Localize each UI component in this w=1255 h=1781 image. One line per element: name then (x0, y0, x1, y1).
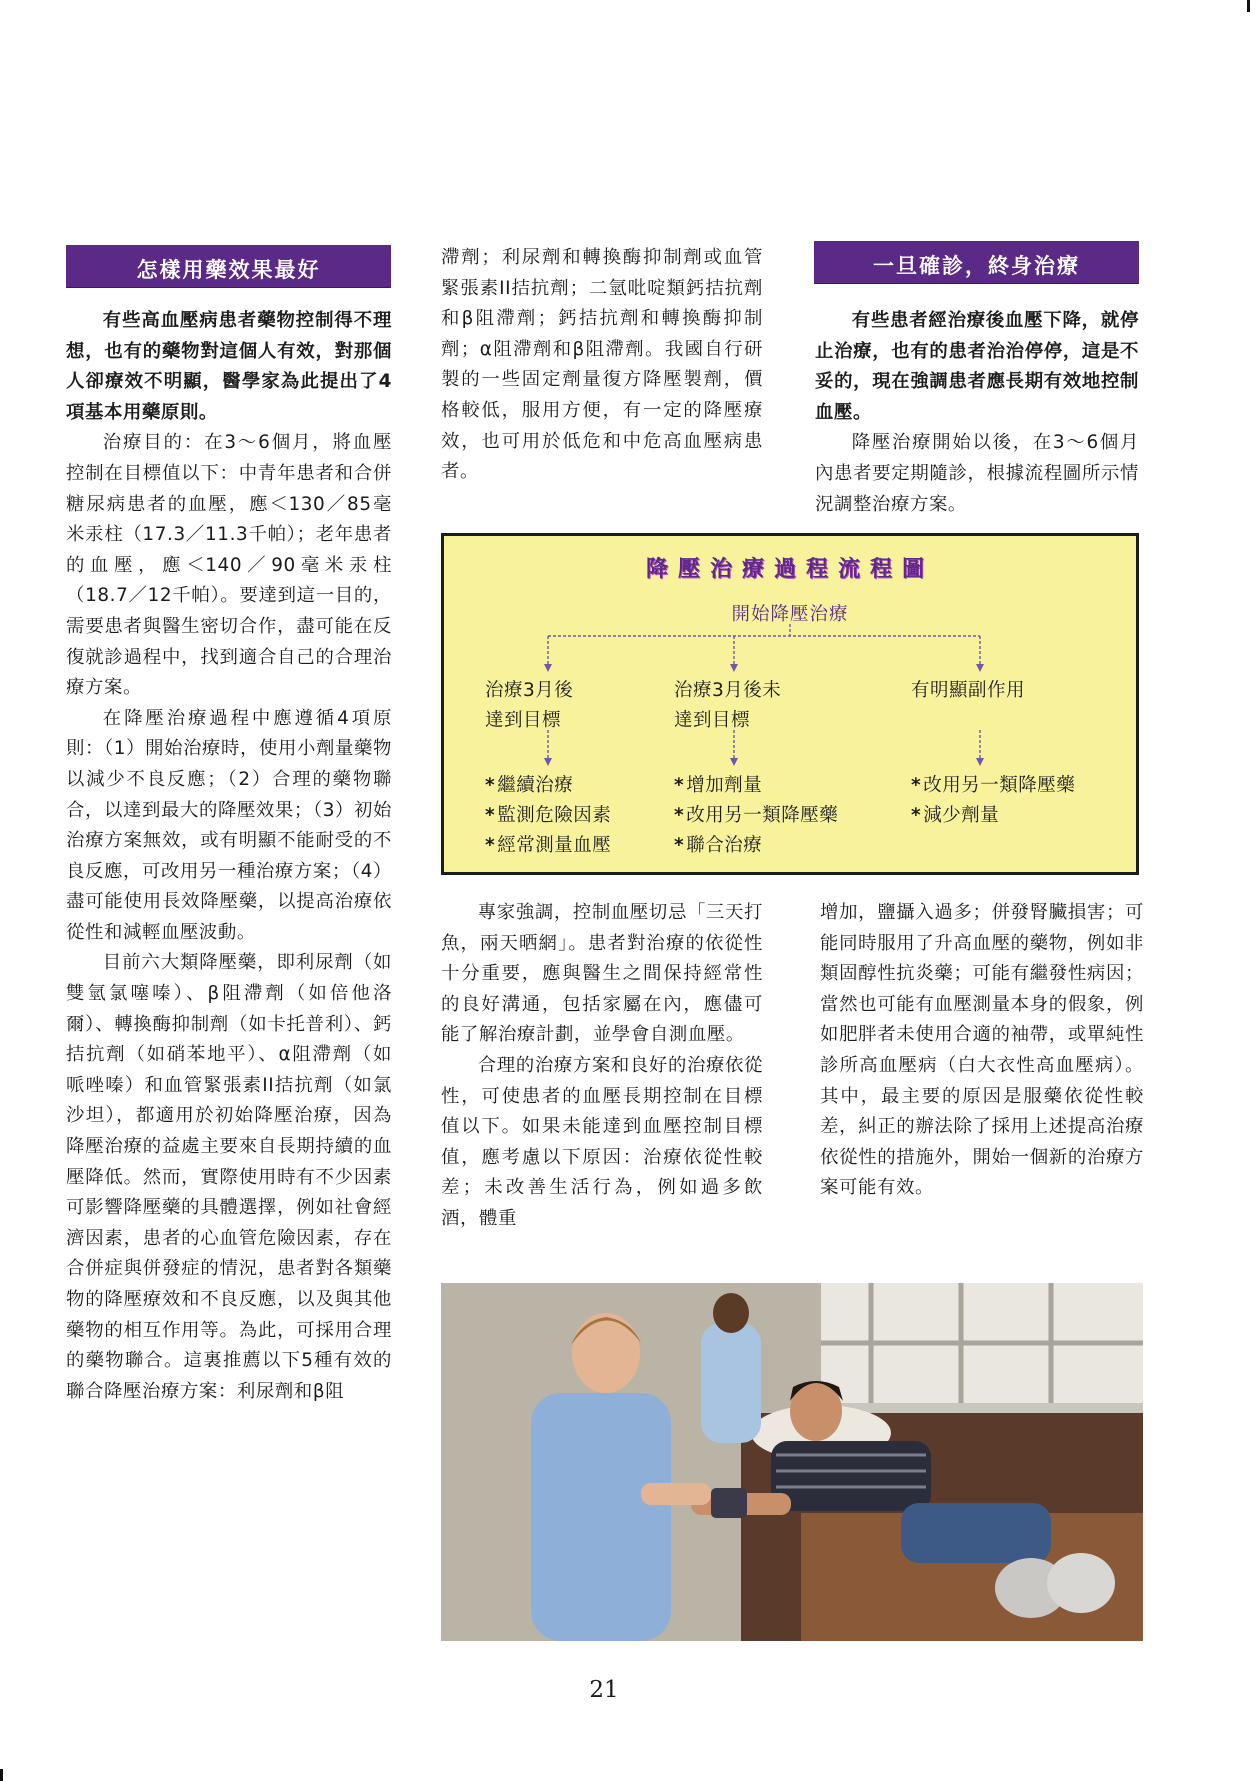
section-heading-lifelong-text: 一旦確診，終身治療 (873, 254, 1080, 278)
action-text: 繼續治療 (497, 775, 574, 796)
action-item (911, 771, 1075, 801)
second-nurse (701, 1323, 761, 1443)
paragraph: 治療目的：在3～6個月，將血壓控制在目標值以下：中青年患者和合併糖尿病患者的血壓，應＜130／85毫米汞柱（17.3／11.3千帕）；老年患者的血壓，應＜140／90毫米汞柱（18.7／12千帕）。要達到這一目的，需要患者與醫生密切合作，盡可能在反復就診過程中，找到適合自己的合理治療方案。 (66, 432, 392, 699)
crop-mark (0, 1769, 3, 1781)
arrow-head-icon (976, 758, 984, 766)
arrow-head-icon (730, 758, 738, 766)
condition-line: 有明顯副作用 (911, 680, 1026, 701)
branch-condition (911, 676, 1025, 706)
paragraph: 有些患者經治療後血壓下降，就停止治療，也有的患者治治停停，這是不妥的，現在強調患者應長期有效地控制血壓。 (815, 310, 1139, 423)
patient-shirt (771, 1441, 931, 1511)
photo-nurse-measuring-blood-pressure (441, 1283, 1143, 1641)
action-text: 經常測量血壓 (497, 835, 612, 856)
crop-mark (1247, 0, 1250, 12)
middle-column-top-text (441, 243, 763, 488)
flowchart-box (441, 533, 1139, 875)
branch-actions (911, 771, 1075, 831)
bullet-icon: * (485, 775, 496, 796)
bullet-icon: * (485, 805, 496, 826)
section-heading-medication-text: 怎樣用藥效果最好 (136, 258, 321, 282)
right-column-top-text (815, 306, 1139, 520)
action-text: 改用另一類降壓藥 (686, 805, 839, 826)
condition-line: 達到目標 (674, 710, 751, 731)
bullet-icon: * (674, 805, 685, 826)
branch-condition (485, 676, 573, 736)
bullet-icon: * (485, 835, 496, 856)
paragraph: 降壓治療開始以後，在3～6個月內患者要定期隨診，根據流程圖所示情況調整治療方案。 (815, 432, 1139, 515)
flowchart-title: 降壓治療過程流程圖 (645, 557, 934, 582)
action-text: 減少劑量 (923, 805, 1000, 826)
arrow-head-icon (544, 758, 552, 766)
paragraph: 目前六大類降壓藥，即利尿劑（如雙氫氯噻嗪）、β阻滯劑（如倍他洛爾）、轉換酶抑制劑（如卡托普利）、鈣拮抗劑（如硝苯地平）、α阻滯劑（如哌唑嗪）和血管緊張素II拮抗劑（如氯沙坦），都適用於初始降壓治療，因為降壓治療的益處主要來自長期持續的血壓降低。然而，實際使用時有不少因素可影響降壓藥的具體選擇，例如社會經濟因素，患者的心血管危險因素，存在合併症與併發症的情況，患者對各類藥物的降壓療效和不良反應，以及與其他藥物的相互作用等。為此，可採用合理的藥物聯合。這裏推薦以下5種有效的聯合降壓治療方案：利尿劑和β阻 (66, 952, 392, 1402)
action-item (485, 801, 611, 831)
action-item (485, 771, 611, 801)
right-column-bottom-text (820, 898, 1144, 1204)
branch-actions (485, 771, 611, 861)
bullet-icon: * (674, 835, 685, 856)
paragraph: 專家強調，控制血壓切忌「三天打魚，兩天晒網」。患者對治療的依從性十分重要，應與醫生之間保持經常性的良好溝通，包括家屬在內，應儘可能了解治療計劃，並學會自測血壓。 (441, 902, 763, 1046)
paragraph: 滯劑；利尿劑和轉換酶抑制劑或血管緊張素II拮抗劑；二氫吡啶類鈣拮抗劑和β阻滯劑；鈣拮抗劑和轉換酶抑制劑；α阻滯劑和β阻滯劑。我國自行研製的一些固定劑量復方降壓製劑，價格較低，服用方便，有一定的降壓療效，也可用於低危和中危高血壓病患者。 (441, 247, 763, 483)
action-text: 監測危險因素 (497, 805, 612, 826)
bullet-icon: * (674, 775, 685, 796)
action-text: 聯合治療 (686, 835, 763, 856)
bullet-icon: * (911, 805, 922, 826)
paragraph: 增加，鹽攝入過多；併發腎臟損害；可能同時服用了升高血壓的藥物，例如非類固醇性抗炎藥；可能有繼發性病因；當然也可能有血壓測量本身的假象，例如肥胖者未使用合適的袖帶，或單純性診所高血壓病（白大衣性高血壓病）。其中，最主要的原因是服藥依從性較差，糾正的辦法除了採用上述提高治療依從性的措施外，開始一個新的治療方案可能有效。 (820, 902, 1144, 1199)
condition-line: 治療3月後未 (674, 680, 782, 701)
page-number: 21 (589, 1677, 619, 1703)
bp-cuff (711, 1488, 747, 1518)
paragraph: 有些高血壓病患者藥物控制得不理想，也有的藥物對這個人有效，對那個人卻療效不明顯，醫學家為此提出了4項基本用藥原則。 (66, 310, 392, 423)
action-item (674, 771, 838, 801)
second-nurse-head (713, 1293, 749, 1333)
condition-line: 治療3月後 (485, 680, 574, 701)
action-item (485, 831, 611, 861)
middle-column-bottom-text (441, 898, 763, 1235)
action-text: 改用另一類降壓藥 (923, 775, 1076, 796)
nurse-uniform (531, 1393, 671, 1641)
nurse-arm (641, 1483, 711, 1505)
arrow-head-icon (976, 664, 984, 672)
action-item (911, 801, 1075, 831)
action-text: 增加劑量 (686, 775, 763, 796)
flowchart-start: 開始降壓治療 (731, 604, 849, 625)
section-heading-medication (66, 245, 391, 287)
action-item (674, 801, 838, 831)
left-column-text (66, 306, 392, 1407)
branch-condition (674, 676, 781, 736)
arrow-head-icon (730, 664, 738, 672)
section-heading-lifelong (814, 241, 1139, 283)
arrow-head-icon (544, 664, 552, 672)
patient-shoe (1047, 1553, 1115, 1613)
condition-line: 達到目標 (485, 710, 562, 731)
paragraph: 在降壓治療過程中應遵循4項原則：（1）開始治療時，使用小劑量藥物以減少不良反應；（2）合理的藥物聯合，以達到最大的降壓效果；（3）初始治療方案無效，或有明顯不能耐受的不良反應，可改用另一種治療方案；（4）盡可能使用長效降壓藥，以提高治療依從性和減輕血壓波動。 (66, 707, 392, 943)
patient-jeans (901, 1503, 1051, 1563)
action-item (674, 831, 838, 861)
branch-actions (674, 771, 838, 861)
bullet-icon: * (911, 775, 922, 796)
nurse-head (572, 1313, 640, 1393)
paragraph: 合理的治療方案和良好的治療依從性，可使患者的血壓長期控制在目標值以下。如果未能達到血壓控制目標值，應考慮以下原因：治療依從性較差；未改善生活行為，例如過多飲酒，體重 (441, 1054, 763, 1229)
